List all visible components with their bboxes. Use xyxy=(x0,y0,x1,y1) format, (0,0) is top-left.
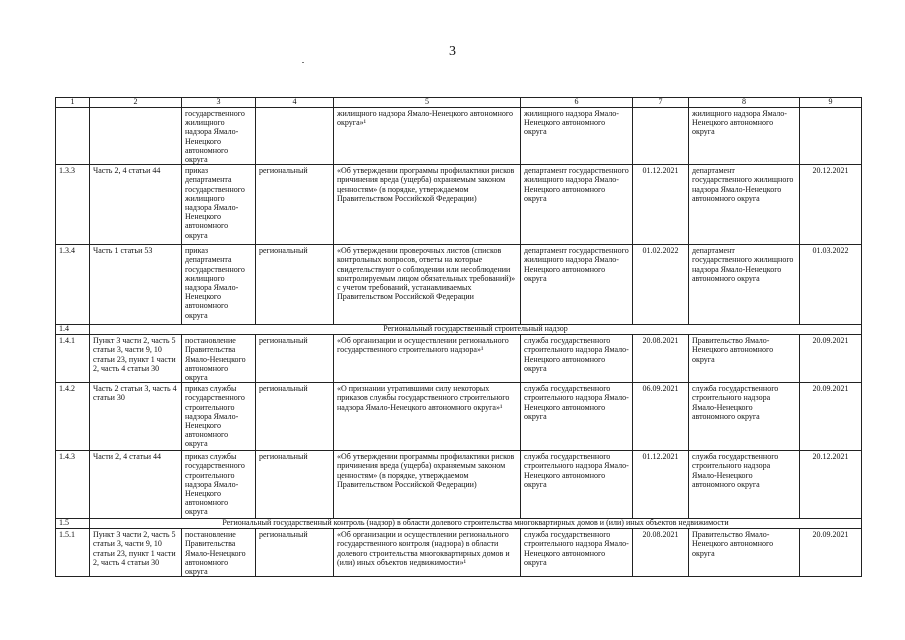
act-title-cell: «Об утверждении программы профилактики рисков причинения вреда (ущерба) охраняемым законом ценностям» (в порядке, утверждаемом Правительством Российской Федерации) xyxy=(334,165,521,245)
adopting-body-cell: жилищного надзора Ямало-Ненецкого автономного округа xyxy=(689,108,800,165)
section-title: Региональный государственный контроль (надзор) в области долевого строительства многоквартирных домов и (или) иных объектов недвижимости xyxy=(90,519,862,529)
draft-date-cell: 01.12.2021 xyxy=(633,451,689,519)
header-col-8: 8 xyxy=(689,98,800,108)
header-col-6: 6 xyxy=(521,98,633,108)
header-row xyxy=(56,98,862,108)
adopting-body-cell: Правительство Ямало-Ненецкого автономного округа xyxy=(689,335,800,383)
header-col-2: 2 xyxy=(90,98,182,108)
developer-cell: департамент государственного жилищного надзора Ямало-Ненецкого автономного округа xyxy=(521,165,633,245)
draft-date-cell xyxy=(633,108,689,165)
draft-date-cell: 20.08.2021 xyxy=(633,335,689,383)
header-col-9: 9 xyxy=(800,98,862,108)
adoption-date-cell: 01.03.2022 xyxy=(800,245,862,325)
table-row xyxy=(56,451,862,519)
table-row xyxy=(56,529,862,577)
adopting-body-cell: служба государственного строительного надзора Ямало-Ненецкого автономного округа xyxy=(689,383,800,451)
table-row xyxy=(56,335,862,383)
adoption-date-cell: 20.09.2021 xyxy=(800,529,862,577)
table-row xyxy=(56,165,862,245)
act-title-cell: «Об организации и осуществлении регионального государственного строительного надзора»¹ xyxy=(334,335,521,383)
item-number-cell: 1.4.2 xyxy=(56,383,90,451)
act-type-cell: постановление Правительства Ямало-Ненецкого автономного округа xyxy=(182,529,256,577)
act-title-cell: «Об организации и осуществлении регионального государственного контроля (надзора) в области долевого строительства многоквартирных домов и (или) иных объектов недвижимости»¹ xyxy=(334,529,521,577)
level-cell: региональный xyxy=(256,245,334,325)
adoption-date-cell: 20.09.2021 xyxy=(800,383,862,451)
act-type-cell: приказ департамента государственного жилищного надзора Ямало-Ненецкого автономного округа xyxy=(182,245,256,325)
level-cell: региональный xyxy=(256,529,334,577)
developer-cell: департамент государственного жилищного надзора Ямало-Ненецкого автономного округа xyxy=(521,245,633,325)
adopting-body-cell: департамент государственного жилищного надзора Ямало-Ненецкого автономного округа xyxy=(689,245,800,325)
act-type-cell: приказ службы государственного строительного надзора Ямало-Ненецкого автономного округа xyxy=(182,383,256,451)
header-col-7: 7 xyxy=(633,98,689,108)
draft-date-cell: 01.02.2022 xyxy=(633,245,689,325)
law-article-cell: Пункт 3 части 2, часть 5 статьи 3, части 9, 10 статьи 23, пункт 1 части 2, часть 4 статьи 30 xyxy=(90,335,182,383)
level-cell xyxy=(256,108,334,165)
developer-cell: жилищного надзора Ямало-Ненецкого автономного округа xyxy=(521,108,633,165)
act-type-cell: приказ службы государственного строительного надзора Ямало-Ненецкого автономного округа xyxy=(182,451,256,519)
draft-date-cell: 01.12.2021 xyxy=(633,165,689,245)
law-article-cell: Часть 2 статьи 3, часть 4 статьи 30 xyxy=(90,383,182,451)
act-title-cell: жилищного надзора Ямало-Ненецкого автономного округа»¹ xyxy=(334,108,521,165)
section-number: 1.4 xyxy=(56,325,90,335)
level-cell: региональный xyxy=(256,383,334,451)
law-article-cell: Пункт 3 части 2, часть 5 статьи 3, части 9, 10 статьи 23, пункт 1 части 2, часть 4 статьи 30 xyxy=(90,529,182,577)
draft-date-cell: 20.08.2021 xyxy=(633,529,689,577)
act-title-cell: «Об утверждении программы профилактики рисков причинения вреда (ущерба) охраняемым законом ценностям» (в порядке, утверждаемом Правительством Российской Федерации) xyxy=(334,451,521,519)
table-row xyxy=(56,245,862,325)
law-article-cell: Часть 2, 4 статьи 44 xyxy=(90,165,182,245)
item-number-cell: 1.3.4 xyxy=(56,245,90,325)
developer-cell: служба государственного строительного надзора Ямало-Ненецкого автономного округа xyxy=(521,383,633,451)
law-article-cell: Части 2, 4 статьи 44 xyxy=(90,451,182,519)
act-title-cell: «О признании утратившими силу некоторых приказов службы государственного строительного надзора Ямало-Ненецкого автономного округа»¹ xyxy=(334,383,521,451)
item-number-cell: 1.4.3 xyxy=(56,451,90,519)
page-number: 3 xyxy=(449,44,456,59)
item-number-cell: 1.5.1 xyxy=(56,529,90,577)
item-number-cell xyxy=(56,108,90,165)
act-title-cell: «Об утверждении проверочных листов (списков контрольных вопросов, ответы на которые свидетельствуют о соблюдении или несоблюдении контролируемым лицом обязательных требований)» с учетом требований, устанавливаемых Правительством Российской Федерации xyxy=(334,245,521,325)
scan-speck xyxy=(302,62,304,63)
level-cell: региональный xyxy=(256,451,334,519)
header-col-4: 4 xyxy=(256,98,334,108)
act-type-cell: приказ департамента государственного жилищного надзора Ямало-Ненецкого автономного округа xyxy=(182,165,256,245)
law-article-cell: Часть 1 статьи 53 xyxy=(90,245,182,325)
regulations-table xyxy=(55,97,862,577)
adopting-body-cell: служба государственного строительного надзора Ямало-Ненецкого автономного округа xyxy=(689,451,800,519)
section-number: 1.5 xyxy=(56,519,90,529)
adopting-body-cell: Правительство Ямало-Ненецкого автономного округа xyxy=(689,529,800,577)
adopting-body-cell: департамент государственного жилищного надзора Ямало-Ненецкого автономного округа xyxy=(689,165,800,245)
table-row xyxy=(56,383,862,451)
developer-cell: служба государственного строительного надзора Ямало-Ненецкого автономного округа xyxy=(521,451,633,519)
section-row xyxy=(56,325,862,335)
table-row xyxy=(56,108,862,165)
developer-cell: служба государственного строительного надзора Ямало-Ненецкого автономного округа xyxy=(521,335,633,383)
item-number-cell: 1.3.3 xyxy=(56,165,90,245)
section-row xyxy=(56,519,862,529)
adoption-date-cell: 20.12.2021 xyxy=(800,165,862,245)
law-article-cell xyxy=(90,108,182,165)
adoption-date-cell xyxy=(800,108,862,165)
header-col-3: 3 xyxy=(182,98,256,108)
level-cell: региональный xyxy=(256,165,334,245)
level-cell: региональный xyxy=(256,335,334,383)
adoption-date-cell: 20.12.2021 xyxy=(800,451,862,519)
section-title: Региональный государственный строительный надзор xyxy=(90,325,862,335)
item-number-cell: 1.4.1 xyxy=(56,335,90,383)
draft-date-cell: 06.09.2021 xyxy=(633,383,689,451)
developer-cell: служба государственного строительного надзора Ямало-Ненецкого автономного округа xyxy=(521,529,633,577)
adoption-date-cell: 20.09.2021 xyxy=(800,335,862,383)
header-col-5: 5 xyxy=(334,98,521,108)
act-type-cell: государственного жилищного надзора Ямало-Ненецкого автономного округа xyxy=(182,108,256,165)
header-col-1: 1 xyxy=(56,98,90,108)
act-type-cell: постановление Правительства Ямало-Ненецкого автономного округа xyxy=(182,335,256,383)
